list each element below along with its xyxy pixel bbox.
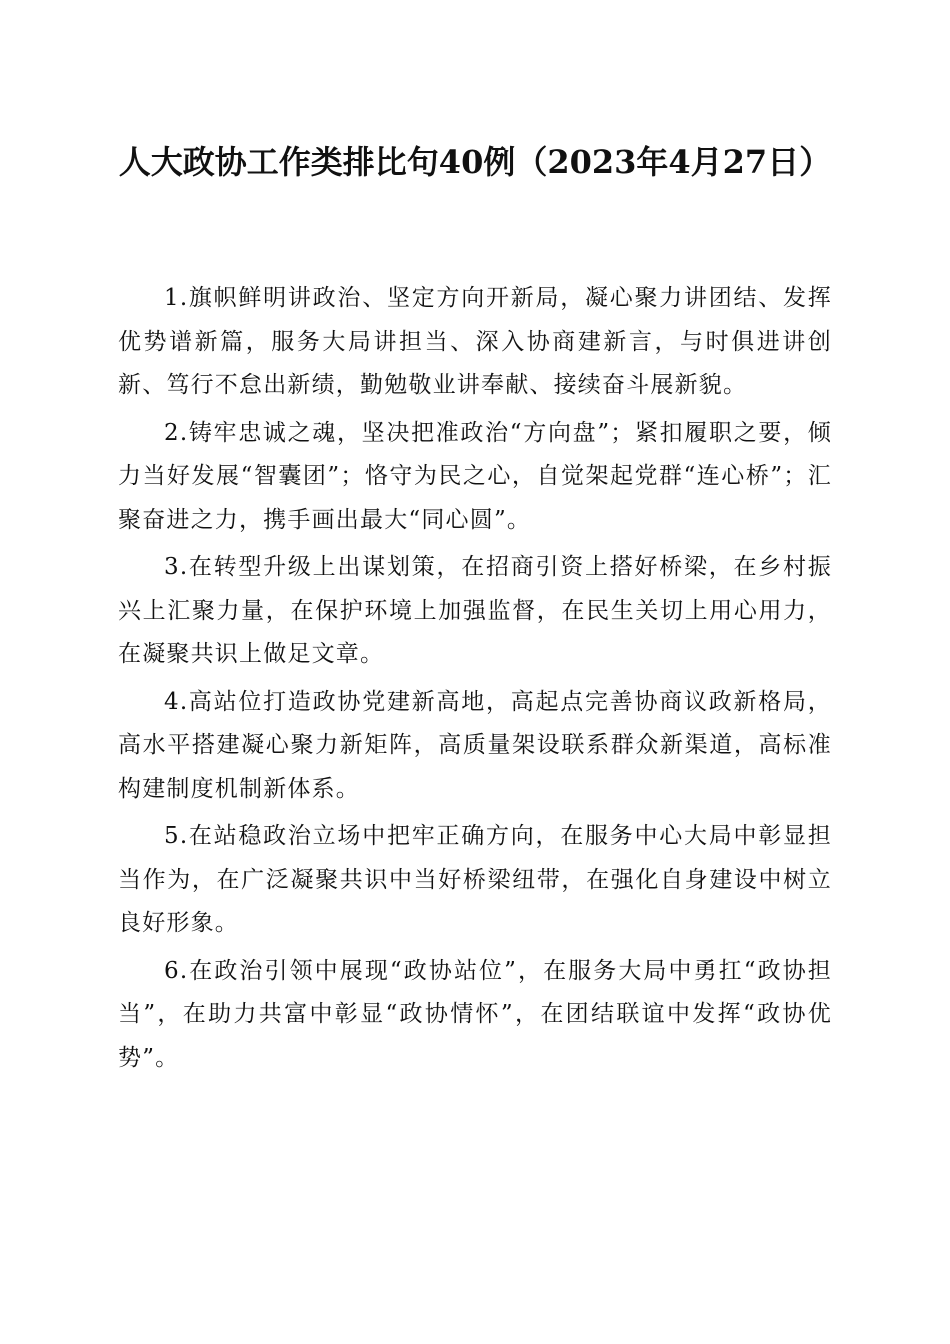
paragraph-2: 2.铸牢忠诚之魂，坚决把准政治“方向盘”；紧扣履职之要，倾力当好发展“智囊团”；恪守为民之心，自觉架起党群“连心桥”；汇聚奋进之力，携手画出最大“同心圆”。 [118,419,832,533]
paragraph-6: 6.在政治引领中展现“政协站位”，在服务大局中勇扛“政协担当”，在助力共富中彰显“政协情怀”，在团结联谊中发挥“政协优势”。 [118,957,832,1071]
document-body [118,277,832,1084]
paragraph-4: 4.高站位打造政协党建新高地，高起点完善协商议政新格局，高水平搭建凝心聚力新矩阵，高质量架设联系群众新渠道，高标准构建制度机制新体系。 [118,688,832,802]
document-title: 人大政协工作类排比句40例（2023年4月27日） [118,143,832,181]
paragraph-3: 3.在转型升级上出谋划策，在招商引资上搭好桥梁，在乡村振兴上汇聚力量，在保护环境上加强监督，在民生关切上用心用力，在凝聚共识上做足文章。 [118,554,832,667]
paragraph-1: 1.旗帜鲜明讲政治、坚定方向开新局，凝心聚力讲团结、发挥优势谱新篇，服务大局讲担当、深入协商建新言，与时俱进讲创新、笃行不怠出新绩，勤勉敬业讲奉献、接续奋斗展新貌。 [118,285,832,398]
paragraph-5: 5.在站稳政治立场中把牢正确方向，在服务中心大局中彰显担当作为，在广泛凝聚共识中当好桥梁纽带，在强化自身建设中树立良好形象。 [118,823,832,936]
